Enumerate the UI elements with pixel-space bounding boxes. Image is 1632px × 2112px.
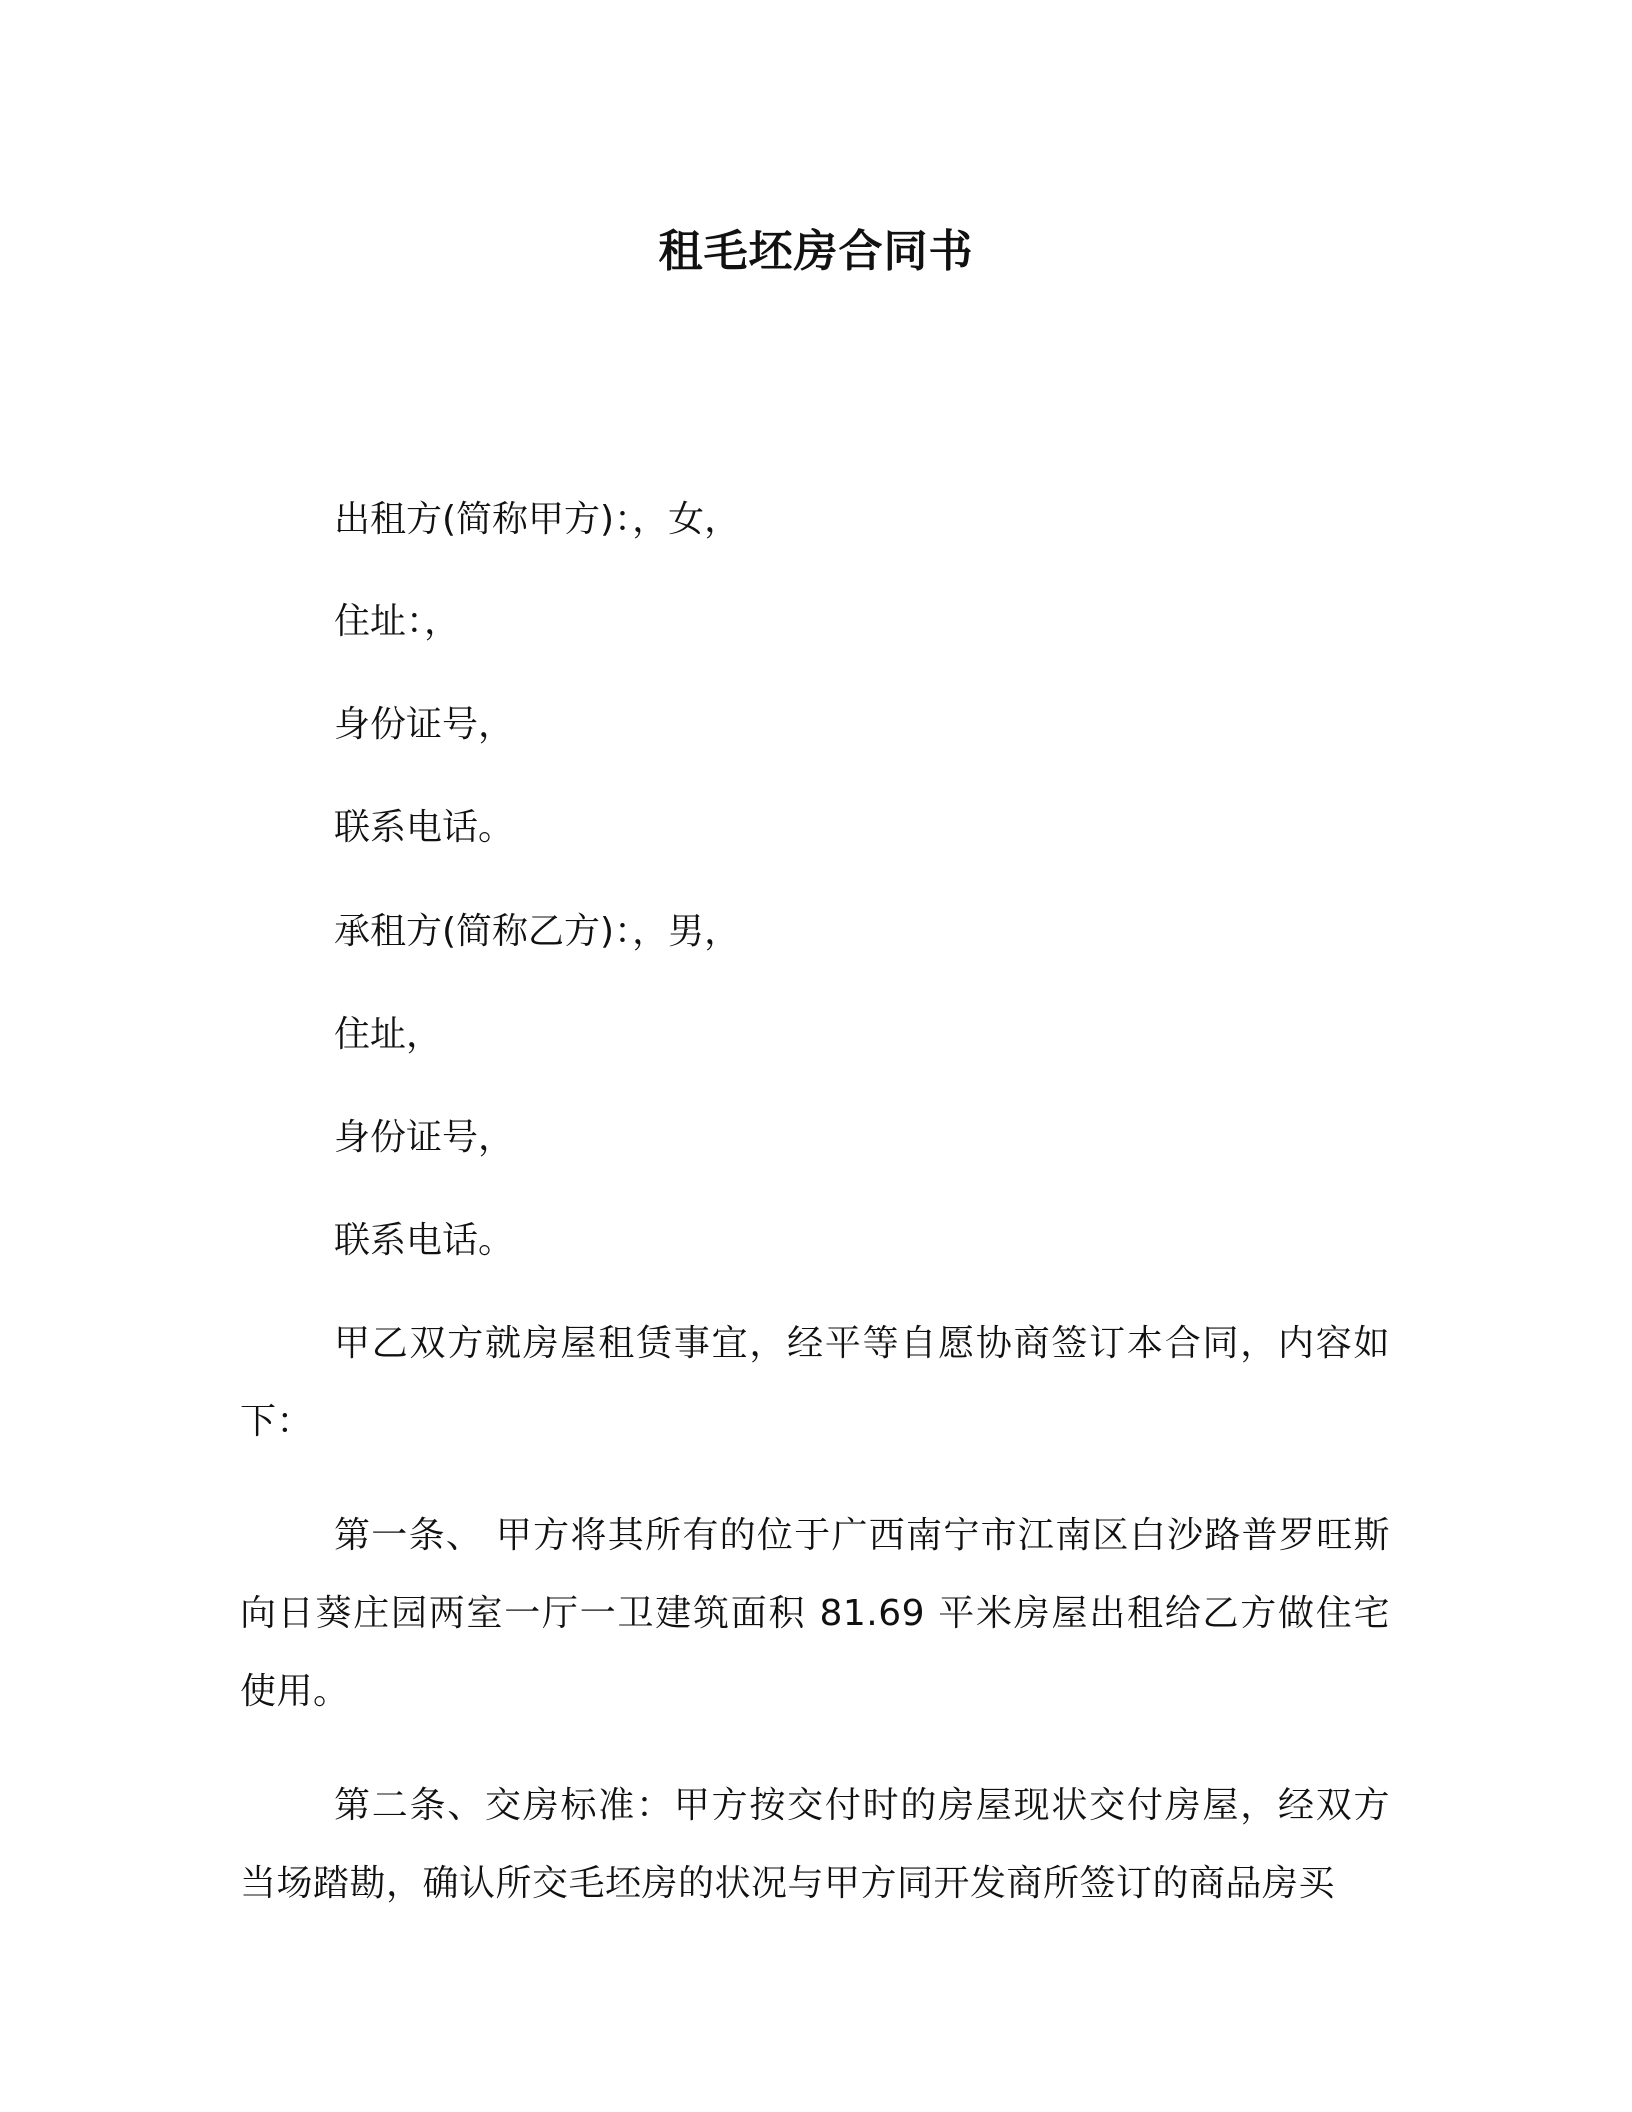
article-2-paragraph: 第二条、交房标准：甲方按交付时的房屋现状交付房屋，经双方当场踏勘，确认所交毛坯房的状况与甲方同开发商所签订的商品房买 bbox=[240, 1785, 1390, 1904]
article-1-paragraph: 第一条、 甲方将其所有的位于广西南宁市江南区白沙路普罗旺斯向日葵庄园两室一厅一卫建筑面积 81.69 平米房屋出租给乙方做住宅使用。 bbox=[240, 1515, 1390, 1712]
intro-paragraph: 甲乙双方就房屋租赁事宜，经平等自愿协商签订本合同，内容如下： bbox=[240, 1323, 1390, 1442]
party-b-id-line: 身份证号， bbox=[334, 1117, 515, 1158]
party-a-id-line: 身份证号， bbox=[334, 704, 515, 745]
party-b-address-line: 住址， bbox=[334, 1014, 443, 1055]
party-b-name-line: 承租方(简称乙方)：，男， bbox=[334, 911, 741, 952]
party-b-phone-line: 联系电话。 bbox=[334, 1220, 515, 1261]
document-title: 租毛坯房合同书 bbox=[658, 226, 974, 277]
party-a-address-line: 住址：， bbox=[334, 601, 461, 642]
party-a-phone-line: 联系电话。 bbox=[334, 807, 515, 848]
party-a-name-line: 出租方(简称甲方)：，女， bbox=[334, 499, 741, 540]
